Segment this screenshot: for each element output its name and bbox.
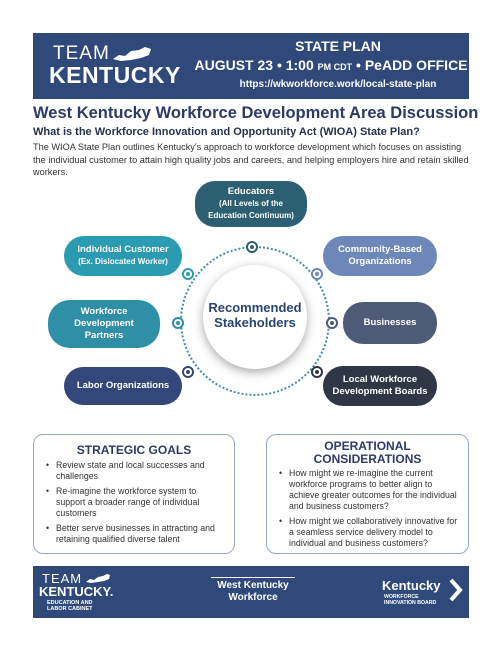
kwib-line: INNOVATION BOARD bbox=[384, 600, 437, 606]
logo-kentucky-text: KENTUCKY bbox=[49, 62, 181, 88]
strategic-goals-box bbox=[33, 434, 235, 554]
center-label bbox=[198, 300, 312, 330]
wk-line: Workforce bbox=[228, 592, 278, 603]
stakeholder-labor-organizations bbox=[64, 367, 182, 405]
operational-considerations-list bbox=[279, 468, 461, 553]
stakeholder-label: Partners bbox=[84, 330, 124, 341]
footer-kentucky-logo-text: KENTUCKY. bbox=[39, 584, 114, 599]
header-url-link[interactable]: https://wkworkforce.work/local-state-plan bbox=[239, 79, 437, 90]
date-part1: AUGUST 23 • 1:00 bbox=[194, 57, 318, 73]
stakeholder-label: Workforce bbox=[80, 306, 128, 317]
header-date bbox=[193, 57, 469, 73]
center-label-line1: Recommended bbox=[208, 300, 302, 315]
kentucky-state-icon bbox=[85, 573, 111, 584]
kentucky-state-icon bbox=[111, 45, 153, 63]
strategic-goals-list bbox=[46, 460, 228, 549]
title-line: OPERATIONAL bbox=[324, 439, 411, 453]
connector-node bbox=[172, 317, 184, 329]
list-item: • Review state and local successes and challenges bbox=[46, 460, 228, 482]
stakeholder-label: Individual Customer bbox=[77, 244, 169, 255]
center-label-line2: Stakeholders bbox=[214, 315, 296, 330]
connector-node bbox=[311, 268, 323, 280]
stakeholder-label: Development Boards bbox=[332, 386, 428, 397]
stakeholder-label: Labor Organizations bbox=[76, 380, 170, 391]
stakeholder-label: Community-Based bbox=[338, 244, 422, 255]
stakeholder-label: Local Workforce bbox=[342, 374, 418, 385]
footer-kwib-subtitle bbox=[384, 594, 436, 606]
stakeholder-label: Organizations bbox=[348, 256, 412, 267]
operational-considerations-box bbox=[266, 434, 469, 554]
page-title: West Kentucky Workforce Development Area Discussion bbox=[33, 104, 479, 122]
stakeholder-label: (Ex. Dislocated Worker) bbox=[78, 257, 168, 266]
stakeholder-label: Businesses bbox=[363, 317, 417, 328]
stakeholder-label: (All Levels of the bbox=[218, 199, 283, 208]
stakeholder-businesses bbox=[343, 302, 437, 344]
list-item: • How might we collaboratively innovative for a seamless service delivery model to individual and business customers? bbox=[279, 516, 461, 549]
stakeholder-label: Development bbox=[74, 318, 134, 329]
kwib-line: WORKFORCE bbox=[384, 594, 419, 600]
intro-paragraph: The WIOA State Plan outlines Kentucky's approach to workforce development which focuses on assisting the individual customer to attain high quality jobs and careers, and helping employers hire and retain skilled workers. bbox=[33, 142, 469, 177]
cabinet-line: LABOR CABINET bbox=[47, 606, 93, 612]
footer-team-logo-text: TEAM bbox=[42, 571, 83, 586]
stakeholder-local-workforce-development-boards bbox=[323, 366, 437, 406]
strategic-goals-title: STRATEGIC GOALS bbox=[76, 443, 192, 457]
logo-divider bbox=[211, 577, 295, 578]
section-question: What is the Workforce Innovation and Opportunity Act (WIOA) State Plan? bbox=[33, 126, 420, 138]
stakeholder-label: Education Continuum) bbox=[208, 211, 294, 220]
list-item: • Better serve businesses in attracting and retaining qualified diverse talent bbox=[46, 523, 228, 545]
footer-west-kentucky-workforce-logo bbox=[203, 580, 303, 604]
wk-line: West Kentucky bbox=[217, 580, 289, 591]
connector-node bbox=[182, 268, 194, 280]
header-banner bbox=[33, 33, 469, 99]
list-item: • Re-imagine the workforce system to support a broader range of individual customers bbox=[46, 486, 228, 519]
chevron-right-icon bbox=[449, 578, 463, 602]
stakeholder-individual-customer bbox=[64, 236, 182, 276]
stakeholder-workforce-development-partners bbox=[48, 300, 160, 348]
footer-kwib-name: Kentucky bbox=[382, 578, 441, 593]
logo-team-text: TEAM bbox=[53, 43, 110, 64]
stakeholder-community-based-organizations bbox=[323, 236, 437, 276]
date-time-zone: PM CDT bbox=[317, 62, 353, 72]
footer-banner bbox=[33, 566, 469, 618]
date-part2: • PeADD OFFICE bbox=[352, 57, 468, 73]
operational-considerations-title bbox=[267, 440, 468, 466]
connector-node bbox=[246, 241, 258, 253]
stakeholder-educators bbox=[195, 181, 307, 227]
stakeholder-label: Educators bbox=[227, 186, 275, 197]
connector-node bbox=[182, 366, 194, 378]
cabinet-line: EDUCATION AND bbox=[47, 600, 93, 606]
title-line: CONSIDERATIONS bbox=[313, 452, 422, 466]
footer-cabinet-text bbox=[47, 600, 93, 612]
connector-node bbox=[311, 366, 323, 378]
connector-node bbox=[326, 317, 338, 329]
header-title: STATE PLAN bbox=[295, 38, 381, 54]
list-item: • How might we re-imagine the current workforce programs to better align to achieve greater outcomes for the individual and business customers? bbox=[279, 468, 461, 512]
